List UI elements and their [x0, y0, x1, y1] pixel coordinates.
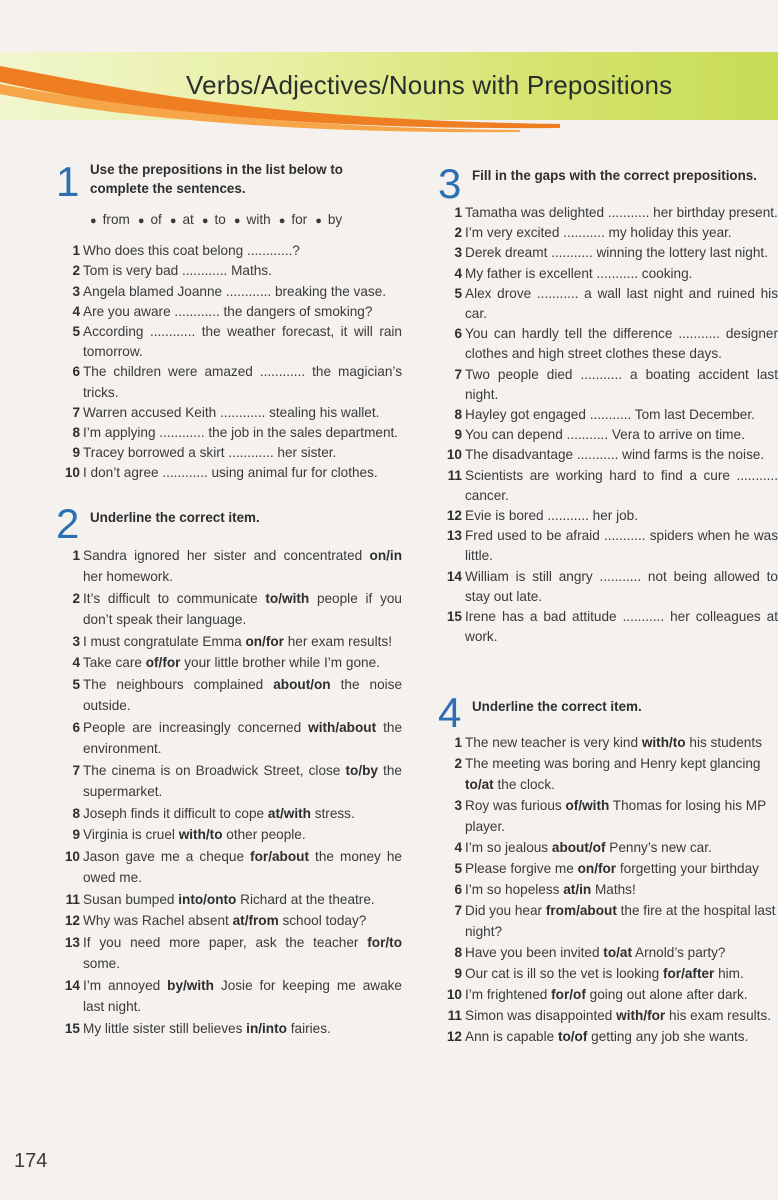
bullet-icon: ●	[90, 215, 97, 227]
exercise-item	[56, 975, 402, 1018]
exercise-item	[56, 463, 402, 483]
bullet-icon: ●	[315, 215, 322, 227]
exercise-item	[56, 803, 402, 825]
exercise-item	[438, 365, 778, 405]
item-text-after: the noise outside.	[83, 676, 403, 714]
item-number: 2	[72, 590, 80, 606]
item-options[interactable]: for/to	[367, 934, 402, 950]
exercise-item	[438, 900, 778, 942]
item-text: Scientists are working hard to find a cure ........... cancer.	[465, 467, 778, 503]
item-text: I’m very excited ........... my holiday this year.	[465, 225, 732, 241]
item-number: 3	[454, 245, 462, 261]
exercise-item	[438, 264, 778, 284]
item-text: Hayley got engaged ........... Tom last December.	[465, 407, 755, 423]
item-options[interactable]: to/by	[345, 762, 378, 778]
item-text: Derek dreamt ........... winning the lottery last night.	[465, 245, 768, 261]
item-text-before: Our cat is ill so the vet is looking	[465, 966, 663, 982]
item-text-before: Have you been invited	[465, 945, 604, 961]
exercise-item	[56, 910, 402, 932]
exercise-item	[438, 795, 778, 837]
exercise-2-list	[56, 545, 402, 1040]
item-number: 10	[64, 465, 80, 481]
item-options[interactable]: on/for	[245, 633, 284, 649]
item-text: My father is excellent ........... cooking.	[465, 265, 693, 281]
item-text-after: some.	[83, 956, 121, 972]
exercise-item	[56, 322, 402, 362]
exercise-item	[438, 753, 778, 795]
item-text-after: other people.	[222, 827, 306, 843]
item-text-before: I’m annoyed	[83, 977, 168, 993]
exercise-item	[438, 732, 778, 753]
item-text: Irene has a bad attitude ........... her colleagues at work.	[465, 609, 778, 645]
item-number: 5	[72, 324, 80, 340]
item-text-after: getting any job she wants.	[587, 1029, 749, 1045]
item-text-before: Susan bumped	[83, 891, 179, 907]
item-text: According ............ the weather forecast, it will rain tomorrow.	[83, 324, 402, 360]
item-number: 8	[454, 945, 462, 961]
item-options[interactable]: at/from	[232, 913, 279, 929]
exercise-item	[56, 846, 402, 889]
exercise-item	[56, 717, 402, 760]
item-text: I don’t agree ............ using animal fur for clothes.	[83, 465, 378, 481]
exercise-instruction: Use the prepositions in the list below to complete the sentences.	[90, 162, 343, 196]
item-text-after: her exam results!	[283, 633, 392, 649]
item-text-after: his students	[685, 735, 762, 751]
exercise-number: 4	[438, 689, 462, 737]
item-number: 2	[72, 263, 80, 279]
item-text-after: Richard at the theatre.	[236, 891, 375, 907]
exercise-item	[56, 932, 402, 975]
item-number: 8	[72, 425, 80, 441]
exercise-item	[56, 1018, 402, 1040]
item-text-before: If you need more paper, ask the teacher	[83, 934, 368, 950]
word-list-item: with	[246, 212, 271, 227]
item-options[interactable]: by/with	[167, 977, 214, 993]
item-number: 11	[447, 1008, 462, 1024]
item-number: 10	[446, 987, 462, 1003]
item-text: Tamatha was delighted ........... her birthday present.	[465, 205, 778, 220]
item-text: I’m applying ............ the job in the sales department.	[83, 425, 399, 441]
item-options[interactable]: about/on	[273, 676, 331, 692]
item-options[interactable]: of/for	[145, 655, 181, 671]
page-title: Verbs/Adjectives/Nouns with Prepositions	[186, 70, 673, 100]
item-text: The children were amazed ............ the magician’s tricks.	[83, 364, 402, 400]
item-text-before: Take care	[83, 655, 146, 671]
item-number: 1	[454, 735, 462, 751]
item-text-after: the supermarket.	[83, 762, 402, 800]
item-options[interactable]: in/into	[246, 1020, 287, 1036]
item-number: 8	[454, 407, 462, 423]
item-text-before: Jason gave me a cheque	[83, 848, 251, 864]
bullet-icon: ●	[137, 215, 145, 227]
item-number: 6	[454, 326, 462, 342]
item-text-after: him.	[714, 966, 744, 982]
left-column	[56, 160, 402, 1039]
item-number: 12	[64, 913, 80, 929]
exercise-1-header	[56, 158, 402, 205]
item-number: 4	[454, 265, 462, 281]
exercise-instruction: Underline the correct item.	[472, 699, 642, 715]
item-text: Tom is very bad ............ Maths.	[83, 263, 272, 279]
item-number: 3	[454, 798, 462, 814]
item-options[interactable]: on/in	[369, 547, 402, 563]
exercise-item	[56, 631, 402, 653]
exercise-item	[438, 445, 778, 465]
item-number: 1	[72, 547, 80, 563]
right-column	[438, 162, 778, 1047]
item-text-after: going out alone after dark.	[585, 987, 748, 1003]
bullet-icon: ●	[278, 215, 286, 227]
exercise-1-list	[56, 241, 402, 483]
word-list-item: at	[182, 212, 194, 227]
item-text: Evie is bored ........... her job.	[465, 508, 639, 524]
item-options[interactable]: on/for	[577, 861, 617, 877]
item-number: 7	[72, 762, 80, 778]
item-text-after: the money he owed me.	[83, 848, 402, 886]
exercise-item	[438, 858, 778, 879]
exercise-number: 1	[56, 158, 80, 205]
item-text-before: My little sister still believes	[83, 1020, 247, 1036]
item-number: 9	[72, 445, 80, 461]
item-number: 3	[72, 283, 80, 299]
item-options[interactable]: with/to	[178, 827, 223, 843]
item-text-before: People are increasingly concerned	[83, 719, 309, 735]
exercise-2-header	[56, 499, 402, 547]
item-number: 7	[72, 404, 80, 420]
exercise-number: 3	[438, 162, 462, 207]
item-options[interactable]: to/with	[265, 590, 310, 606]
item-options[interactable]: for/of	[551, 987, 586, 1003]
exercise-item	[56, 824, 402, 846]
exercise-item	[56, 362, 402, 402]
item-text-after: Maths!	[591, 882, 636, 898]
exercise-item	[438, 1026, 778, 1047]
item-text-before: I’m frightened	[465, 987, 552, 1003]
item-number: 4	[72, 655, 80, 671]
exercise-item	[56, 423, 402, 443]
item-number: 13	[64, 934, 80, 950]
item-text-before: The meeting was boring and Henry kept glancing	[465, 756, 761, 772]
exercise-item	[438, 567, 778, 607]
item-text-before: The cinema is on Broadwick Street, close	[83, 762, 346, 778]
item-text: Tracey borrowed a skirt ............ her sister.	[83, 445, 337, 461]
item-number: 4	[72, 303, 80, 319]
item-text-before: I’m so jealous	[465, 840, 552, 856]
exercise-3-list	[438, 203, 778, 647]
item-options[interactable]: into/onto	[178, 891, 237, 907]
item-text-before: The neighbours complained	[83, 676, 274, 692]
item-text-after: the environment.	[83, 719, 402, 757]
item-text-before: Ann is capable	[465, 1029, 558, 1045]
item-text-after: fairies.	[286, 1020, 331, 1036]
item-number: 15	[64, 1020, 80, 1036]
item-text-before: Roy was furious	[465, 798, 566, 814]
item-number: 13	[446, 528, 462, 544]
item-number: 5	[454, 861, 462, 877]
item-options[interactable]: at/with	[267, 805, 311, 821]
item-text: Fred used to be afraid ........... spiders when he was little.	[465, 528, 778, 564]
item-text-after: stress.	[310, 805, 355, 821]
item-text-before: Simon was disappointed	[465, 1008, 617, 1024]
item-number: 14	[446, 568, 462, 584]
item-text-before: It’s difficult to communicate	[83, 590, 266, 606]
exercise-item	[438, 405, 778, 425]
exercise-item	[438, 607, 778, 647]
item-options[interactable]: to/of	[557, 1029, 588, 1045]
item-number: 14	[64, 977, 80, 993]
item-number: 5	[72, 676, 80, 692]
exercise-item	[56, 282, 402, 302]
exercise-item	[56, 652, 402, 674]
word-list-item: from	[102, 212, 130, 227]
item-text-before: Please forgive me	[465, 861, 578, 877]
exercise-item	[56, 302, 402, 322]
exercise-3-header	[438, 162, 778, 207]
item-text: Are you aware ............ the dangers of smoking?	[83, 303, 373, 319]
item-options[interactable]: with/for	[616, 1008, 666, 1024]
item-text: You can hardly tell the difference ........... designer clothes and high street clothes these days.	[465, 326, 778, 362]
page-number: 174	[14, 1150, 48, 1172]
item-options[interactable]: for/about	[250, 848, 309, 864]
item-options[interactable]: with/about	[308, 719, 377, 735]
item-text: Warren accused Keith ............ stealing his wallet.	[83, 404, 380, 420]
item-text-after: Thomas for losing his MP player.	[465, 798, 766, 835]
exercise-item	[438, 963, 778, 984]
exercise-item	[438, 284, 778, 324]
item-text: William is still angry ........... not being allowed to stay out late.	[465, 568, 778, 604]
word-list-item: for	[291, 212, 308, 227]
item-number: 6	[72, 364, 80, 380]
exercise-item	[56, 889, 402, 911]
exercise-item	[438, 506, 778, 526]
item-number: 1	[454, 205, 462, 220]
item-number: 12	[446, 1029, 462, 1045]
item-text: Alex drove ........... a wall last night and ruined his car.	[465, 285, 778, 322]
item-text-before: I must congratulate Emma	[83, 633, 246, 649]
word-list-item: of	[150, 212, 162, 227]
bullet-icon: ●	[233, 215, 241, 227]
exercise-item	[438, 203, 778, 223]
item-text-before: The new teacher is very kind	[465, 735, 642, 751]
item-options[interactable]: from/about	[545, 903, 617, 919]
word-list-item: to	[214, 212, 226, 227]
item-number: 8	[72, 805, 80, 821]
item-text-before: Sandra ignored her sister and concentrated	[83, 547, 370, 563]
exercise-item	[438, 879, 778, 900]
exercise-item	[438, 526, 778, 566]
exercise-item	[438, 942, 778, 963]
item-text-after: your little brother while I’m gone.	[180, 655, 380, 671]
item-text: You can depend ........... Vera to arrive on time.	[465, 427, 745, 443]
item-number: 3	[72, 633, 80, 649]
exercise-item	[438, 324, 778, 364]
item-number: 12	[446, 508, 462, 524]
exercise-item	[56, 261, 402, 281]
exercise-instruction: Underline the correct item.	[90, 509, 260, 525]
item-options[interactable]: at/in	[563, 882, 592, 898]
item-text: Who does this coat belong ............?	[83, 243, 300, 259]
exercise-item	[56, 241, 402, 261]
item-text-after: Josie for keeping me awake last night.	[83, 977, 402, 1015]
exercise-4-list	[438, 732, 778, 1047]
item-text-after: Penny’s new car.	[605, 840, 712, 856]
word-list	[56, 210, 402, 231]
item-options[interactable]: about/of	[551, 840, 606, 856]
item-text: Angela blamed Joanne ............ breaking the vase.	[83, 283, 387, 299]
exercise-item	[438, 223, 778, 243]
exercise-item	[438, 837, 778, 858]
item-number: 9	[454, 427, 462, 443]
word-list-item: by	[327, 212, 343, 227]
exercise-item	[56, 674, 402, 717]
item-number: 5	[454, 285, 462, 301]
exercise-item	[438, 466, 778, 506]
item-number: 1	[72, 243, 80, 259]
item-text-after: forgetting your birthday	[616, 861, 759, 877]
item-number: 11	[447, 467, 462, 483]
exercise-4-header	[438, 689, 778, 737]
item-number: 2	[454, 225, 462, 241]
item-number: 6	[72, 719, 80, 735]
item-text-after: her homework.	[83, 569, 173, 585]
exercise-item	[56, 403, 402, 423]
item-text-before: Joseph finds it difficult to cope	[83, 805, 268, 821]
item-number: 10	[64, 848, 80, 864]
item-text-after: people if you don’t speak their language.	[83, 590, 402, 628]
item-text-before: I’m so hopeless	[465, 882, 564, 898]
exercise-item	[438, 425, 778, 445]
bullet-icon: ●	[201, 215, 209, 227]
exercise-item	[56, 760, 402, 803]
item-number: 9	[72, 827, 80, 843]
item-number: 15	[446, 609, 462, 625]
item-text-before: Why was Rachel absent	[83, 913, 233, 929]
exercise-number: 2	[56, 499, 80, 547]
item-text-after: school today?	[278, 913, 367, 929]
item-number: 2	[454, 756, 462, 772]
bullet-icon: ●	[169, 215, 177, 227]
exercise-item	[56, 443, 402, 463]
item-text: The disadvantage ........... wind farms is the noise.	[465, 447, 765, 463]
item-options[interactable]: for/after	[662, 966, 715, 982]
item-text: Two people died ........... a boating accident last night.	[465, 366, 778, 402]
exercise-item	[438, 1005, 778, 1026]
item-number: 9	[454, 966, 462, 982]
exercise-item	[56, 545, 402, 588]
item-options[interactable]: with/to	[641, 735, 686, 751]
exercise-item	[438, 243, 778, 263]
item-number: 4	[454, 840, 462, 856]
item-text-after: Arnold’s party?	[632, 945, 726, 961]
item-text-before: Did you hear	[465, 903, 546, 919]
exercise-item	[56, 588, 402, 631]
item-text-after: the fire at the hospital last night?	[465, 903, 776, 940]
item-number: 7	[454, 903, 462, 919]
exercise-instruction: Fill in the gaps with the correct prepositions.	[472, 168, 757, 183]
item-number: 11	[65, 891, 80, 907]
exercise-item	[438, 984, 778, 1005]
item-options[interactable]: to/at	[465, 777, 494, 793]
item-text-after: the clock.	[493, 777, 555, 793]
item-number: 6	[454, 882, 462, 898]
item-options[interactable]: of/with	[565, 798, 610, 814]
item-text-before: Virginia is cruel	[83, 827, 179, 843]
item-text-after: his exam results.	[665, 1008, 771, 1024]
item-options[interactable]: to/at	[603, 945, 632, 961]
item-number: 10	[446, 447, 462, 463]
item-number: 7	[454, 366, 462, 382]
